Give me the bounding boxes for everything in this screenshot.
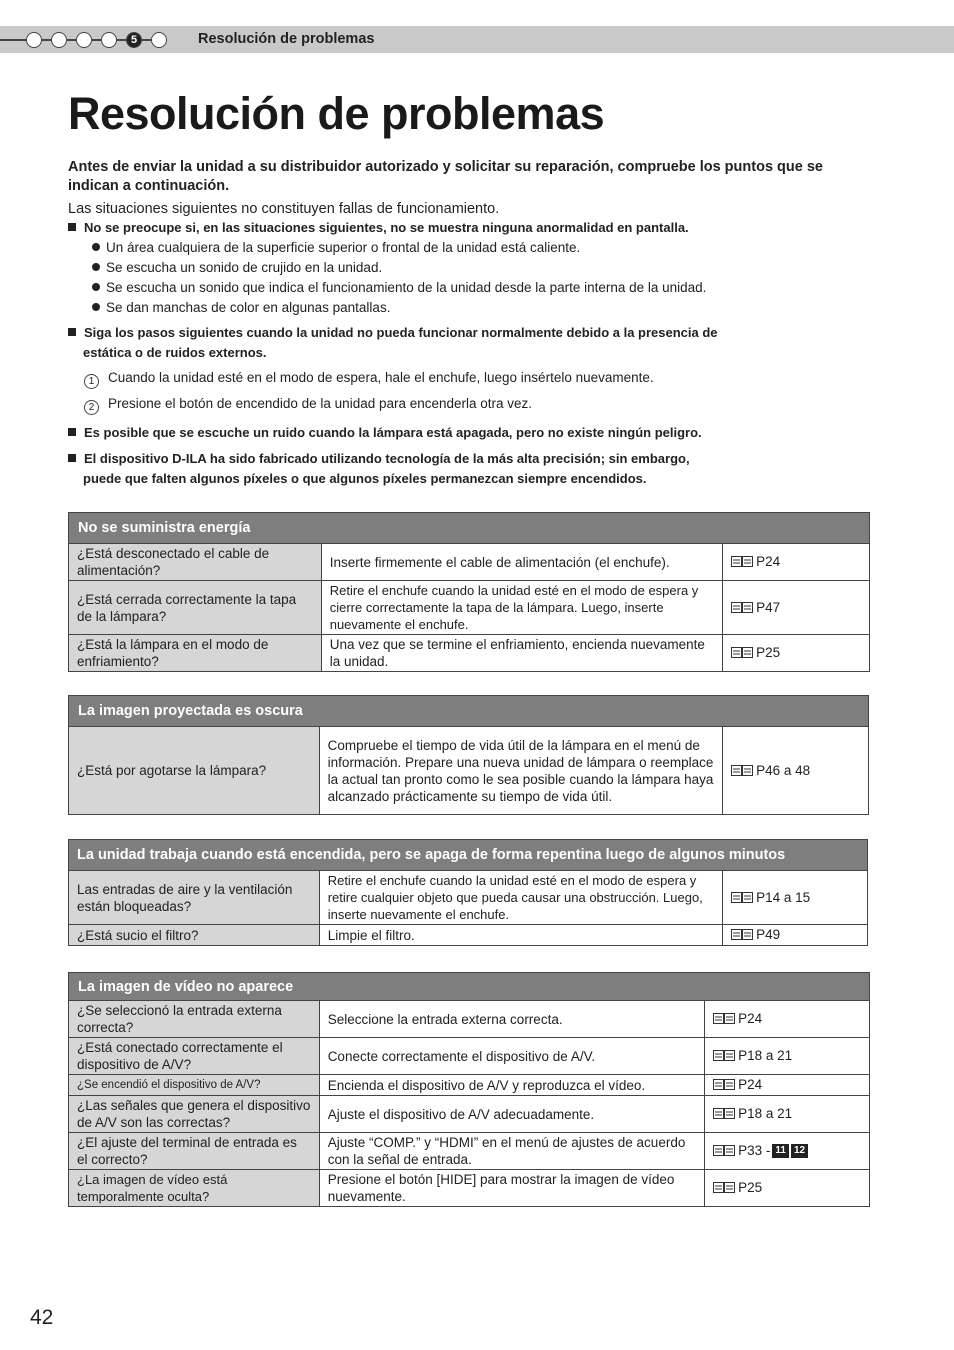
bullet-item: Se escucha un sonido que indica el funcionamiento de la unidad desde la parte interna de la unidad. [92, 280, 706, 295]
page-reference-link: P24 [738, 1077, 763, 1092]
square-bullet-icon [68, 428, 76, 436]
chapter-badge: 11 [772, 1144, 789, 1158]
table-no-video [68, 972, 870, 1207]
bullet-dot-icon [92, 243, 100, 251]
book-reference-icon [731, 892, 753, 903]
intro-text: Las situaciones siguientes no constituyen fallas de funcionamiento. [68, 201, 500, 217]
page-reference-link: P24 [756, 554, 781, 569]
step-number-icon: 1 [84, 374, 99, 389]
page-reference-link: P18 a 21 [738, 1048, 793, 1063]
step-circle-1 [26, 32, 42, 48]
table-row: ¿Está la lámpara en el modo de enfriamiento? Una vez que se termine el enfriamiento, encienda nuevamente la unidad. P25 [69, 635, 870, 672]
table-row: ¿Está sucio el filtro? Limpie el filtro. P49 [69, 925, 868, 946]
table-row: ¿Está cerrada correctamente la tapa de la lámpara? Retire el enchufe cuando la unidad esté en el modo de espera y cierre correctamente la tapa de la lámpara. Luego, inserte nuevamente el enchufe. P47 [69, 581, 870, 635]
book-reference-icon [731, 602, 753, 613]
book-reference-icon [713, 1108, 735, 1119]
chapter-badge: 12 [791, 1144, 808, 1158]
book-reference-icon [731, 765, 753, 776]
square-bullet-icon [68, 454, 76, 462]
table-dark-image [68, 695, 869, 815]
page-number: 42 [30, 1306, 54, 1329]
book-reference-icon [731, 556, 753, 567]
step-circle-3 [76, 32, 92, 48]
step-1: 1 Cuando la unidad esté en el modo de espera, hale el enchufe, luego insértelo nuevamente. [84, 370, 654, 389]
page-reference-link: P47 [756, 599, 781, 615]
table-sudden-shutdown [68, 839, 868, 946]
note-4: El dispositivo D-ILA ha sido fabricado utilizando tecnología de la más alta precisión; sin embargo, puede que falten algunos píxeles o que algunos píxeles permanezcan siempre encendidos. [68, 449, 808, 489]
note-2: Siga los pasos siguientes cuando la unidad no pueda funcionar normalmente debido a la presencia de estática o de ruidos externos. [68, 323, 808, 363]
book-reference-icon [731, 647, 753, 658]
table-row: ¿Las señales que genera el dispositivo de A/V son las correctas? Ajuste el dispositivo de A/V adecuadamente. P18 a 21 [69, 1096, 870, 1133]
step-number-icon: 2 [84, 400, 99, 415]
page-title: Resolución de problemas [68, 88, 605, 139]
page-reference-link: P24 [738, 1011, 763, 1026]
bullet-item: Se dan manchas de color en algunas pantallas. [92, 300, 390, 315]
step-circle-2 [51, 32, 67, 48]
intro-bold: Antes de enviar la unidad a su distribuidor autorizado y solicitar su reparación, compruebe los puntos que se indican a continuación. [68, 159, 823, 194]
page-reference-link: P25 [738, 1180, 763, 1195]
square-bullet-icon [68, 223, 76, 231]
table-row: Las entradas de aire y la ventilación están bloqueadas? Retire el enchufe cuando la unidad esté en el modo de espera y retire cualquier objeto que pueda causar una obstrucción. Luego, inserte nuevamente el enchufe. P14 a 15 [69, 871, 868, 925]
table-row: ¿Está desconectado el cable de alimentación? Inserte firmemente el cable de alimentación (el enchufe). P24 [69, 544, 870, 581]
book-reference-icon [713, 1145, 735, 1156]
breadcrumb: Resolución de problemas [198, 31, 375, 47]
bullet-dot-icon [92, 303, 100, 311]
page-reference-link: P14 a 15 [756, 889, 811, 905]
bullet-dot-icon [92, 263, 100, 271]
table-heading: La imagen de vídeo no aparece [69, 973, 870, 1001]
table-row: ¿Está conectado correctamente el dispositivo de A/V? Conecte correctamente el dispositivo de A/V. P18 a 21 [69, 1038, 870, 1075]
step-circle-4 [101, 32, 117, 48]
note-1: No se preocupe si, en las situaciones siguientes, no se muestra ninguna anormalidad en pantalla. [68, 218, 808, 238]
table-row: ¿Está por agotarse la lámpara? Compruebe el tiempo de vida útil de la lámpara en el menú de información. Prepare una nueva unidad de lámpara o reemplace la actual tan pronto como le sea posible cuando la lámpara haya alcanzado prácticamente su tiempo de vida útil. P46 a 48 [69, 727, 869, 815]
table-row: ¿La imagen de vídeo está temporalmente oculta? Presione el botón [HIDE] para mostrar la imagen de vídeo nuevamente. P25 [69, 1170, 870, 1207]
book-reference-icon [731, 929, 753, 940]
step-circle-5-active: 5 [126, 32, 142, 48]
page-reference-link: P46 a 48 [756, 762, 811, 778]
book-reference-icon [713, 1079, 735, 1090]
page-reference-link: P18 a 21 [738, 1106, 793, 1121]
note-3: Es posible que se escuche un ruido cuando la lámpara está apagada, pero no existe ningún peligro. [68, 423, 808, 443]
table-no-power [68, 512, 870, 672]
book-reference-icon [713, 1013, 735, 1024]
chapter-steps [26, 31, 176, 49]
step-2: 2 Presione el botón de encendido de la unidad para encenderla otra vez. [84, 396, 532, 415]
book-reference-icon [713, 1050, 735, 1061]
page-reference-link: P49 [756, 927, 781, 942]
book-reference-icon [713, 1182, 735, 1193]
table-row: ¿Se encendió el dispositivo de A/V? Encienda el dispositivo de A/V y reproduzca el vídeo. P24 [69, 1075, 870, 1096]
bullet-item: Se escucha un sonido de crujido en la unidad. [92, 260, 382, 275]
table-heading: La imagen proyectada es oscura [69, 696, 869, 727]
table-heading: No se suministra energía [69, 513, 870, 544]
bullet-dot-icon [92, 283, 100, 291]
square-bullet-icon [68, 328, 76, 336]
page-reference-link: P25 [756, 645, 781, 660]
table-row: ¿El ajuste del terminal de entrada es el correcto? Ajuste “COMP.” y “HDMI” en el menú de ajustes de acuerdo con la señal de entrada. P33 - 11 12 [69, 1133, 870, 1170]
table-heading: La unidad trabaja cuando está encendida, pero se apaga de forma repentina luego de algunos minutos [69, 840, 868, 871]
table-row: ¿Se seleccionó la entrada externa correcta? Seleccione la entrada externa correcta. P24 [69, 1001, 870, 1038]
page-reference-link: P33 - [738, 1143, 771, 1158]
step-circle-6 [151, 32, 167, 48]
bullet-item: Un área cualquiera de la superficie superior o frontal de la unidad está caliente. [92, 240, 580, 255]
